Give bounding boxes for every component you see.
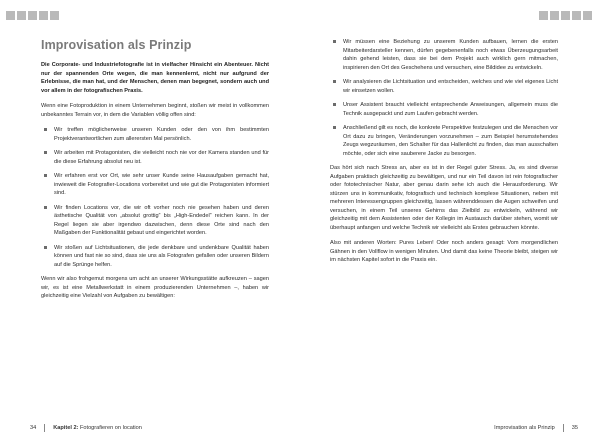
bullet-list: [41, 126, 269, 269]
page-footer: [494, 424, 578, 432]
list-item-text: Wir arbeiten mit Protagonisten, die vielleicht noch nie vor der Kamera standen und für die diese Erfahrung absolut neu ist.: [54, 150, 269, 165]
bullet-list: [330, 38, 558, 158]
list-item: [330, 101, 558, 118]
list-item-text: Wir erfahren erst vor Ort, wie sehr unser Kunde seine Hausaufgaben gemacht hat, inwieweit die Fotografier-Locations vorbereitet und wie gut die Protagonisten informiert sind.: [54, 173, 269, 196]
running-head: Improvisation als Prinzip: [494, 425, 555, 431]
list-item: [41, 244, 269, 270]
list-item-text: Wir treffen möglicherweise unseren Kunden oder den von ihm bestimmten Projektverantwortlichen zum allerersten Mal persönlich.: [54, 127, 269, 142]
list-item: [330, 124, 558, 158]
bullet-icon: [44, 206, 47, 209]
bullet-icon: [44, 246, 47, 249]
list-item: [41, 204, 269, 238]
bullet-icon: [44, 151, 47, 154]
list-item: [41, 126, 269, 143]
chapter-reference: [53, 425, 142, 431]
page-number: 34: [30, 425, 37, 431]
lead-paragraph: Die Corporate- und Industriefotografie ist in vielfacher Hinsicht ein Abenteuer. Nicht nur der spannenden Orte wegen, die man kennenlernt, nicht nur aufgrund der Erlebnisse, die man hat, und der Menschen, denen man begegnet, sondern auch und vor allem in der fotografischen Praxis.: [41, 62, 269, 94]
footer-divider: [563, 424, 564, 432]
body-paragraph: Also mit anderen Worten: Pures Leben! Oder noch anders gesagt: Vom morgendlichen Gähnen in den Vollflow in wenigen Minuten. Und damit das keine Theorie bleibt, steigen wir im nächsten Kapitel sofort in die Praxis ein.: [330, 240, 558, 263]
bullet-icon: [333, 40, 336, 43]
list-item-text: Unser Assistent braucht vielleicht entsprechende Anweisungen, allgemein muss die Technik ausgepackt und zum Laufen gebracht werden.: [343, 102, 558, 117]
bullet-icon: [333, 103, 336, 106]
list-item-text: Wir finden Locations vor, die wir oft vorher noch nie gesehen haben und deren ästhetische Qualität von „absolut grottig“ bis „High-Endedel“ reichen kann. In der Regel liegen sie aber irgendwo dazwischen, denn diese Orte sind nach den Maßgaben der Funktionalität gebaut und eingerichtet worden.: [54, 204, 269, 236]
bullet-icon: [44, 174, 47, 177]
list-item: [41, 172, 269, 198]
bullet-icon: [333, 126, 336, 129]
footer-divider: [44, 424, 45, 432]
bullet-icon: [333, 80, 336, 83]
closing-paragraph: Wenn wir also frohgemut morgens um acht an unserer Wirkungsstätte aufkreuzen – sagen wir, es ist eine Metallwerkstatt in einem produzierenden Unternehmen –, haben wir gleichzeitig eine Vielzahl von Aufgaben zu bewältigen:: [41, 276, 269, 299]
bullet-icon: [44, 128, 47, 131]
corner-decoration: [6, 11, 59, 20]
page-footer: [30, 424, 142, 432]
chapter-title: Fotografieren on location: [79, 425, 142, 431]
chapter-label: Kapitel 2:: [53, 425, 79, 431]
list-item-text: Wir müssen eine Beziehung zu unserem Kunden aufbauen, lernen die ersten Mitarbeiterdarsteller kennen, dürfen gegebenenfalls noch etwas Überzeugungsarbeit dahin gehend leisten, dass sie bei dem Projekt auch wirklich gern mitmachen, inspirieren den Ort des Geschehens und versuchen, eine Bildidee zu entwickeln.: [343, 39, 558, 71]
page-number: 35: [571, 425, 578, 431]
list-item: [41, 149, 269, 166]
body-paragraph: Das hört sich nach Stress an, aber es ist in der Regel guter Stress. Ja, es sind diverse Aufgaben praktisch gleichzeitig zu bewältigen, und nur ein Teil davon ist rein fotografischer oder fototechnischer Natur, aber genau darin sehe ich auch die Herausforderung. Wir stürzen uns in kommunikativ, fotografisch und technisch komplexe Situationen, neben mit mehreren Interessengruppen gleichzeitig, lassen währenddessen die Augen schweifen und versuchen, in einem Teil unseres Gehirns das Zielbild zu entwickeln, während wir gleichzeitig mit dem Assistenten oder der Kollegin im Austausch darüber stehen, womit wir überhaupt anfangen und welche Technik wir vielleicht als Erstes gebrauchen könnte.: [330, 165, 558, 231]
list-item: [330, 78, 558, 95]
list-item: [330, 38, 558, 72]
right-column: [330, 38, 558, 272]
list-item-text: Wir stoßen auf Lichtsituationen, die jede denkbare und undenkbare Qualität haben können und fast nie so sind, dass sie uns als Fotografen gefallen oder unseren Bildern auf die Sprünge helfen.: [54, 244, 269, 268]
left-column: [41, 38, 269, 308]
list-item-text: Wir analysieren die Lichtsituation und entscheiden, welches und wie viel eigenes Licht wir einsetzen wollen.: [343, 79, 558, 94]
list-item-text: Anschließend gilt es noch, die konkrete Perspektive festzulegen und die Menschen vor Ort dazu zu bringen, Veränderungen vorzunehmen – zum Beispiel herumstehendes Zeugs wegzuräumen, den Schalter für das Hallenlicht zu finden, das man ausschalten möchte, oder sich eine sauberere Jacke zu besorgen.: [343, 125, 558, 157]
right-page: [300, 0, 600, 444]
intro-paragraph: Wenn eine Fotoproduktion in einem Unternehmen beginnt, stoßen wir meist in vollkommen unbekanntes Terrain vor, in dem die Variablen völlig offen sind:: [41, 103, 269, 118]
corner-decoration: [539, 11, 592, 20]
section-heading: Improvisation als Prinzip: [41, 38, 192, 52]
